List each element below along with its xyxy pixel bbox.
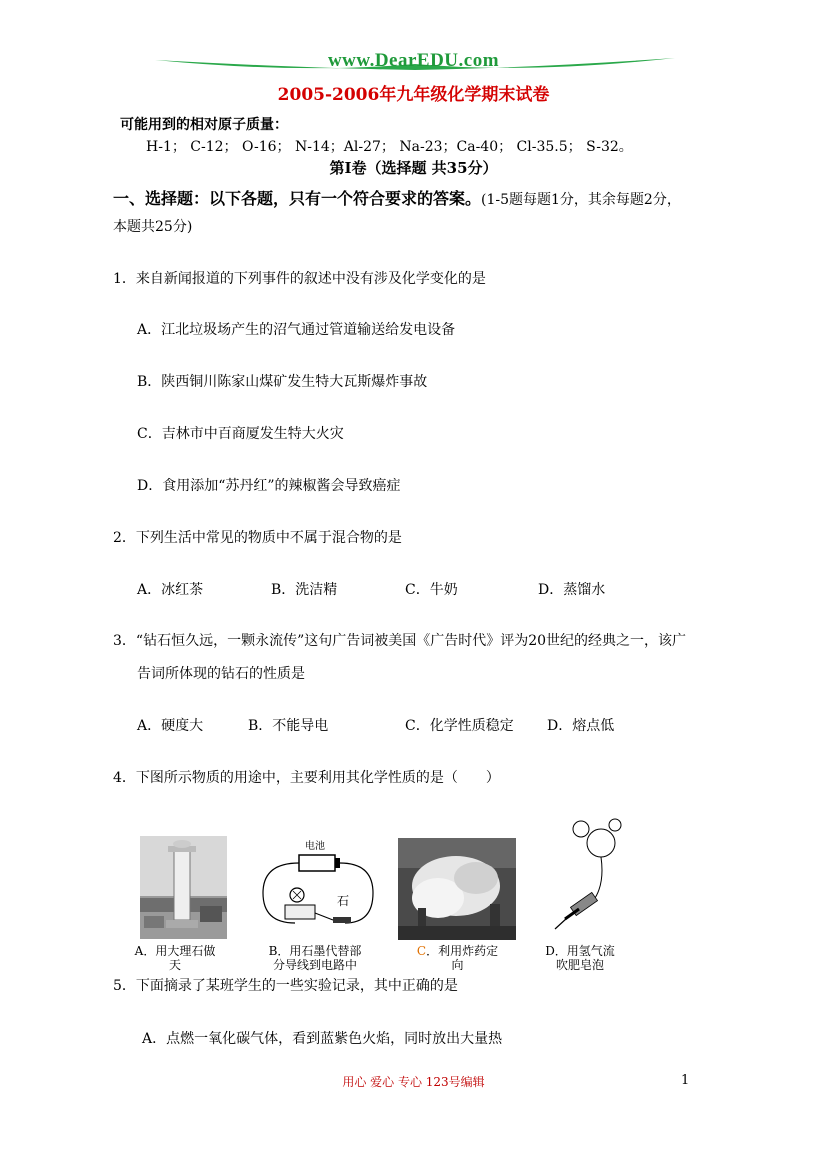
header-url[interactable]: www.DearEDU.com bbox=[327, 50, 500, 71]
section1-heading: 一、选择题：以下各题，只有一个符合要求的答案。(1-5题每题1分，其余每题2分， bbox=[113, 189, 681, 208]
battery-label: 电池 bbox=[305, 841, 325, 852]
q1-option-c[interactable]: C．吉林市中百商厦发生特大火灾 bbox=[137, 426, 344, 442]
hydrogen-bubble-apparatus bbox=[535, 815, 630, 940]
atomic-mass-label: 可能用到的相对原子质量： bbox=[120, 117, 288, 133]
q2-option-d[interactable]: D．蒸馏水 bbox=[538, 582, 606, 598]
q1-option-d[interactable]: D．食用添加“苏丹红”的辣椒酱会导致癌症 bbox=[137, 478, 401, 494]
q3-option-d[interactable]: D．熔点低 bbox=[547, 718, 615, 734]
q1-option-b[interactable]: B．陕西铜川陈家山煤矿发生特大瓦斯爆炸事故 bbox=[137, 374, 428, 390]
section1-note-cont: 本题共25分) bbox=[113, 219, 193, 235]
q5-option-a[interactable]: A．点燃一氧化碳气体，看到蓝紫色火焰，同时放出大量热 bbox=[142, 1031, 503, 1047]
footer-text: 用心 爱心 专心 123号编辑 bbox=[342, 1075, 485, 1089]
q1-option-a[interactable]: A．江北垃圾场产生的沼气通过管道输送给发电设备 bbox=[137, 322, 456, 338]
fig-d-caption: D．用氢气流 吹肥皂泡 bbox=[545, 944, 615, 972]
marble-pillar-image bbox=[140, 836, 227, 939]
fig-a-caption: A．用大理石做 天 bbox=[134, 944, 216, 972]
atomic-mass-values: H-1； C-12； O-16； N-14；Al-27； Na-23；Ca-40； Cl-35.5； S-32。 bbox=[146, 139, 633, 155]
q5-stem: 5．下面摘录了某班学生的一些实验记录，其中正确的是 bbox=[113, 978, 458, 994]
part1-title: 第Ⅰ卷（选择题 共35分） bbox=[329, 159, 498, 177]
q2-option-b[interactable]: B．洗洁精 bbox=[271, 582, 338, 598]
q2-option-a[interactable]: A．冰红茶 bbox=[137, 582, 204, 598]
q3-option-a[interactable]: A．硬度大 bbox=[137, 718, 204, 734]
q3-stem-cont: 告词所体现的钻石的性质是 bbox=[137, 666, 305, 682]
q2-option-c[interactable]: C．牛奶 bbox=[405, 582, 458, 598]
fig-b-caption: B．用石墨代替部 分导线到电路中 bbox=[268, 944, 362, 972]
page-number: 1 bbox=[681, 1073, 690, 1088]
q3-option-c[interactable]: C．化学性质稳定 bbox=[405, 718, 514, 734]
q3-option-b[interactable]: B．不能导电 bbox=[248, 718, 329, 734]
q3-stem: 3．“钻石恒久远，一颗永流传”这句广告词被美国《广告时代》评为20世纪的经典之一，该广 bbox=[113, 633, 687, 649]
page-title: 2005-2006年九年级化学期末试卷 bbox=[277, 85, 550, 105]
graphite-circuit-diagram bbox=[255, 835, 380, 938]
q1-stem: 1．来自新闻报道的下列事件的叙述中没有涉及化学变化的是 bbox=[113, 271, 486, 287]
stone-label: 石 bbox=[337, 894, 350, 908]
explosion-demolition-image bbox=[398, 838, 516, 940]
fig-c-caption: C．利用炸药定 向 bbox=[416, 944, 499, 972]
q4-stem: 4．下图所示物质的用途中，主要利用其化学性质的是（ ） bbox=[113, 770, 500, 786]
q2-stem: 2．下列生活中常见的物质中不属于混合物的是 bbox=[113, 530, 402, 546]
